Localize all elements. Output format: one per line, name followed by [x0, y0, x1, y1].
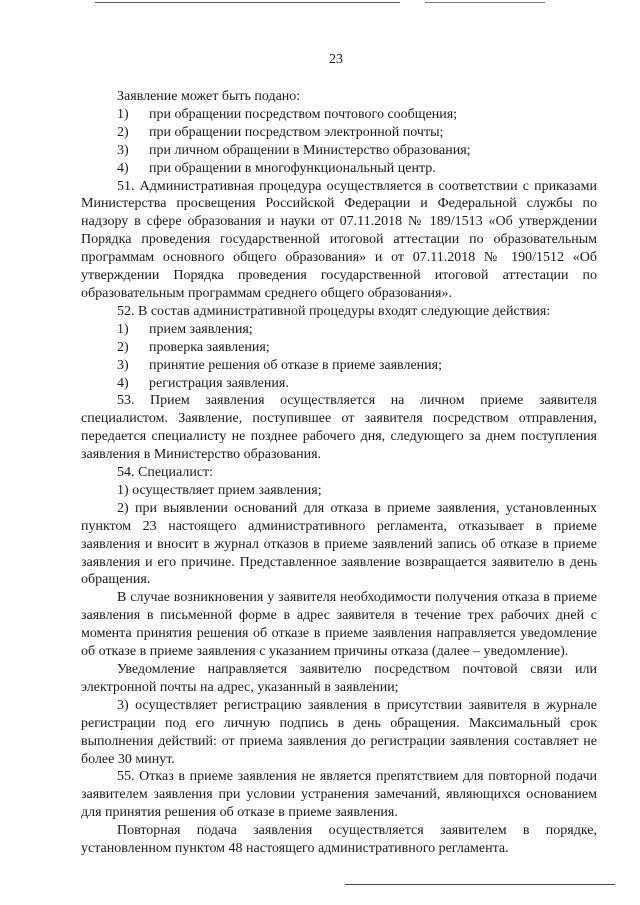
list-item [81, 106, 597, 124]
list-item-number: 3) [117, 357, 129, 373]
paragraph-54: 54. Специалист: [117, 465, 214, 481]
list-item-text: проверка заявления; [149, 339, 270, 355]
paragraph-51: 51. Административная процедура осуществляется в соответствии с приказами Министерства просвещения Российской Федерации и Федеральной службы по надзору в сфере образования и науки от 07.11.2018 № 189/1513 «Об утверждении Порядка проведения государственной итоговой аттестации по образовательным программам основного общего образования» и от 07.11.2018 № 190/1512 «Об утверждении Порядка проведения государственной итоговой аттестации по образовательным программам среднего общего образования». [81, 178, 597, 301]
paragraph-54-item-1: 1) осуществляет прием заявления; [117, 482, 322, 498]
list-item-text: прием заявления; [149, 321, 253, 337]
document-body [81, 88, 597, 858]
list-item-number: 2) [117, 339, 129, 355]
paragraph-53: 53. Прием заявления осуществляется на личном приеме заявителя специалистом. Заявление, поступившее от заявителя посредством отправления, передается специалисту не позднее рабочего дня, следующего за днем поступления заявления в Министерство образования. [81, 393, 597, 463]
list-item-number: 3) [117, 142, 129, 158]
list-item-text: при обращении в многофункциональный центр. [149, 160, 436, 176]
list-item-text: при обращении посредством почтового сообщения; [149, 106, 458, 122]
list-item-text: принятие решения об отказе в приеме заявления; [149, 357, 442, 373]
list-item [81, 339, 597, 357]
list-item-number: 1) [117, 321, 129, 337]
submission-methods-list [81, 106, 597, 178]
list-item-number: 2) [117, 124, 129, 140]
paragraph-55-repeat: Повторная подача заявления осуществляется заявителем в порядке, установленном пунктом 48 настоящего административного регламента. [81, 823, 597, 857]
list-item-text: при личном обращении в Министерство образования; [149, 142, 471, 158]
scan-artifact-line [95, 2, 400, 3]
paragraph-55: 55. Отказ в приеме заявления не является препятствием для повторной подачи заявителем заявления при условии устранения замечаний, являющихся основанием для принятия решения об отказе в приеме заявления. [81, 769, 597, 821]
paragraph-54-notice: Уведомление направляется заявителю посредством почтовой связи или электронной почты на адрес, указанный в заявлении; [81, 662, 597, 695]
list-item [81, 142, 597, 160]
paragraph-52: 52. В состав административной процедуры входят следующие действия: [117, 303, 551, 319]
list-item [81, 160, 597, 178]
procedure-actions-list [81, 321, 597, 393]
intro-paragraph: Заявление может быть подано: [117, 89, 301, 104]
scan-artifact-line [425, 2, 545, 3]
list-item-number: 1) [117, 106, 129, 122]
paragraph-54-refusal: В случае возникновения у заявителя необходимости получения отказа в приеме заявления в письменной форме в адрес заявителя в течение трех рабочих дней с момента принятия решения об отказе в приеме заявления направляется уведомление об отказе в приеме заявления с указанием причины отказа (далее – уведомление). [81, 590, 597, 660]
scan-artifact-line [345, 884, 615, 885]
list-item [81, 321, 597, 339]
list-item-number: 4) [117, 160, 129, 176]
list-item-text: при обращении посредством электронной почты; [149, 124, 444, 140]
list-item-number: 4) [117, 375, 129, 391]
list-item [81, 357, 597, 375]
list-item [81, 124, 597, 142]
list-item-text: регистрация заявления. [149, 375, 289, 391]
paragraph-54-item-2: 2) при выявлении оснований для отказа в приеме заявления, установленных пунктом 23 настоящего административного регламента, отказывает в приеме заявления и вносит в журнал отказов в приеме заявлений запись об отказе в приеме заявления и его причине. Представленное заявление возвращается заявителю в день обращения. [81, 500, 597, 588]
page-number: 23 [329, 52, 343, 67]
paragraph-54-item-3: 3) осуществляет регистрацию заявления в присутствии заявителя в журнале регистрации под его личную подпись в день обращения. Максимальный срок выполнения действий: от приема заявления до регистрации заявления составляет не более 30 минут. [81, 697, 597, 767]
list-item [81, 375, 597, 393]
